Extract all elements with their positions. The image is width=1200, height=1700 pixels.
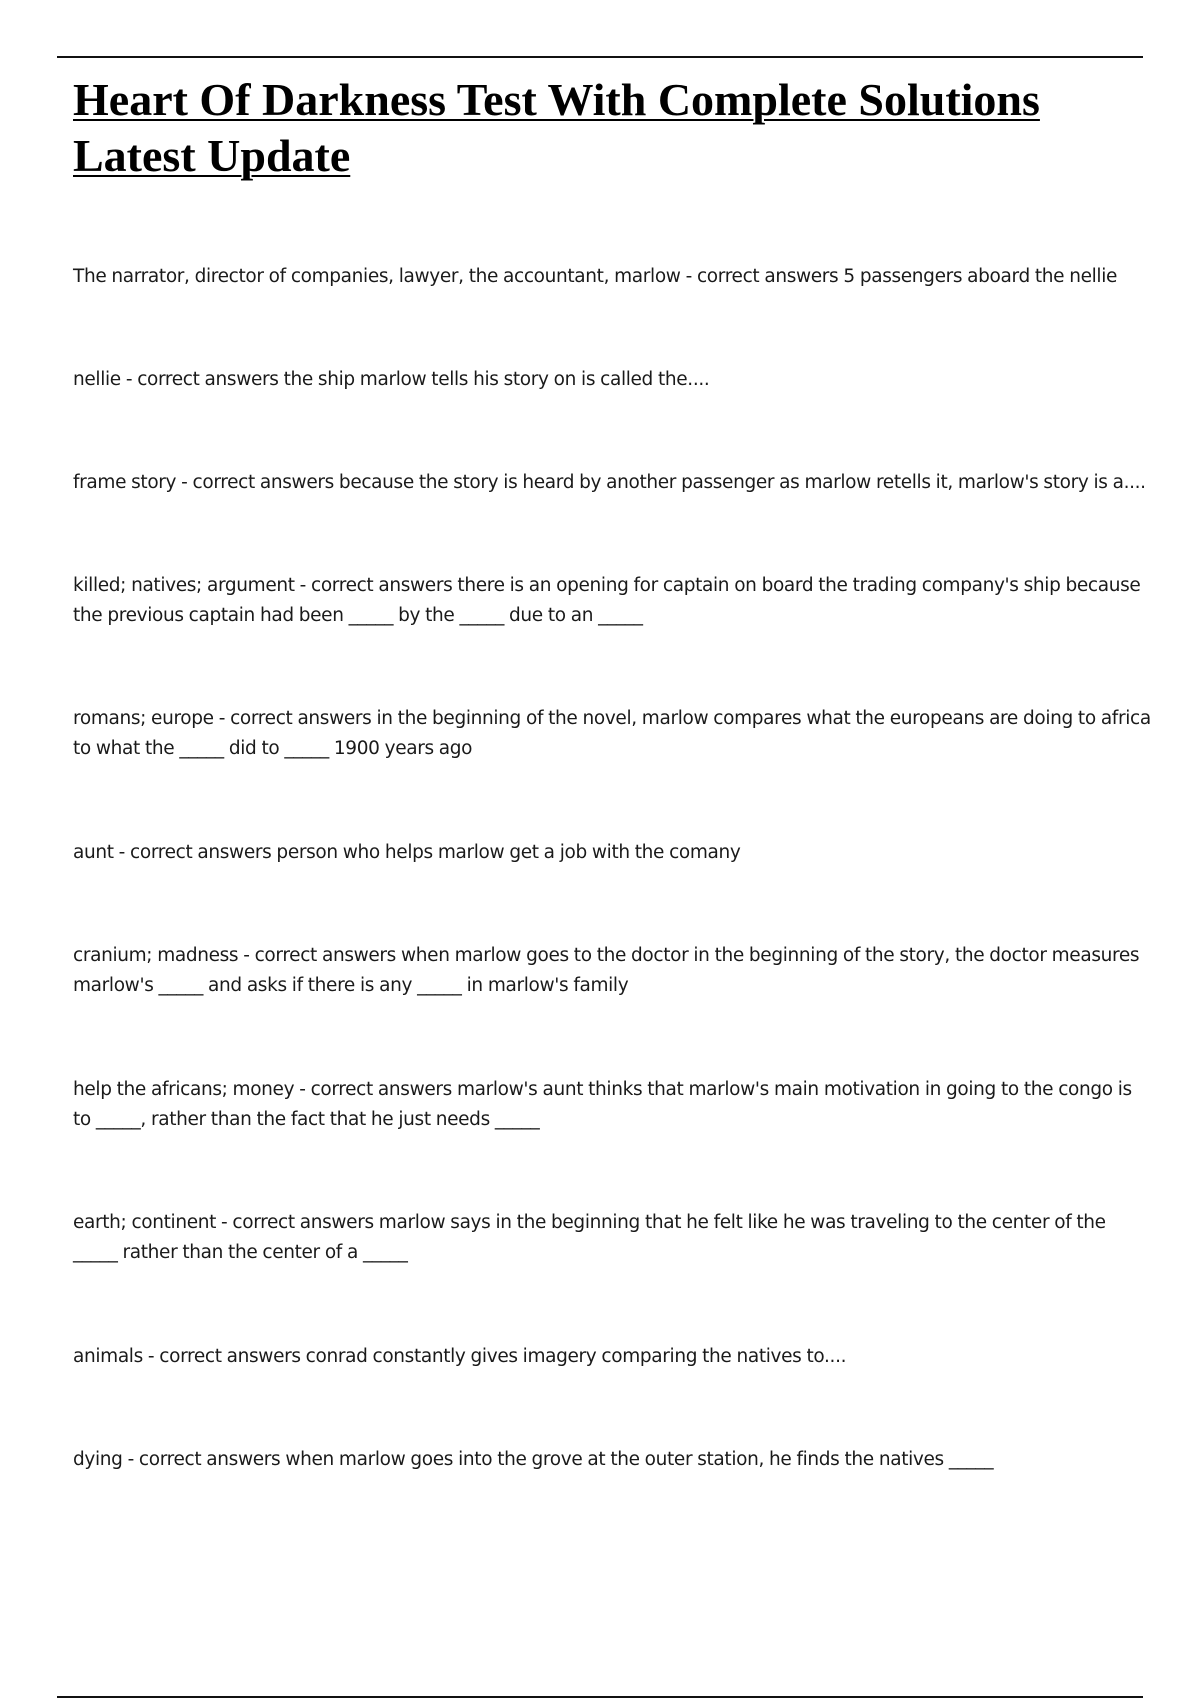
top-divider xyxy=(57,56,1143,58)
qa-item-5: romans; europe - correct answers in the beginning of the novel, marlow compares what the europeans are doing to africa to what the _____ did to _____ 1900 years ago xyxy=(73,708,1151,759)
qa-item-3: frame story - correct answers because the story is heard by another passenger as marlow retells it, marlow's story is a.... xyxy=(73,472,1146,493)
qa-item-7: cranium; madness - correct answers when marlow goes to the doctor in the beginning of the story, the doctor measures marlow's _____ and asks if there is any _____ in marlow's family xyxy=(73,945,1140,996)
qa-item-4: killed; natives; argument - correct answers there is an opening for captain on board the trading company's ship because the previous captain had been _____ by the _____ due to an _____ xyxy=(73,575,1141,626)
document-title: Heart Of Darkness Test With Complete Solutions Latest Update xyxy=(73,74,1040,181)
qa-item-1: The narrator, director of companies, lawyer, the accountant, marlow - correct answers 5 passengers aboard the nellie xyxy=(73,266,1118,287)
bottom-divider xyxy=(57,1696,1143,1698)
qa-item-2: nellie - correct answers the ship marlow tells his story on is called the.... xyxy=(73,369,710,390)
qa-item-10: animals - correct answers conrad constantly gives imagery comparing the natives to.... xyxy=(73,1346,847,1367)
qa-item-8: help the africans; money - correct answers marlow's aunt thinks that marlow's main motivation in going to the congo is to _____, rather than the fact that he just needs _____ xyxy=(73,1079,1132,1130)
qa-item-9: earth; continent - correct answers marlow says in the beginning that he felt like he was traveling to the center of the _____ rather than the center of a _____ xyxy=(73,1212,1106,1263)
qa-item-11: dying - correct answers when marlow goes into the grove at the outer station, he finds the natives _____ xyxy=(73,1449,994,1470)
qa-item-6: aunt - correct answers person who helps marlow get a job with the comany xyxy=(73,842,741,863)
